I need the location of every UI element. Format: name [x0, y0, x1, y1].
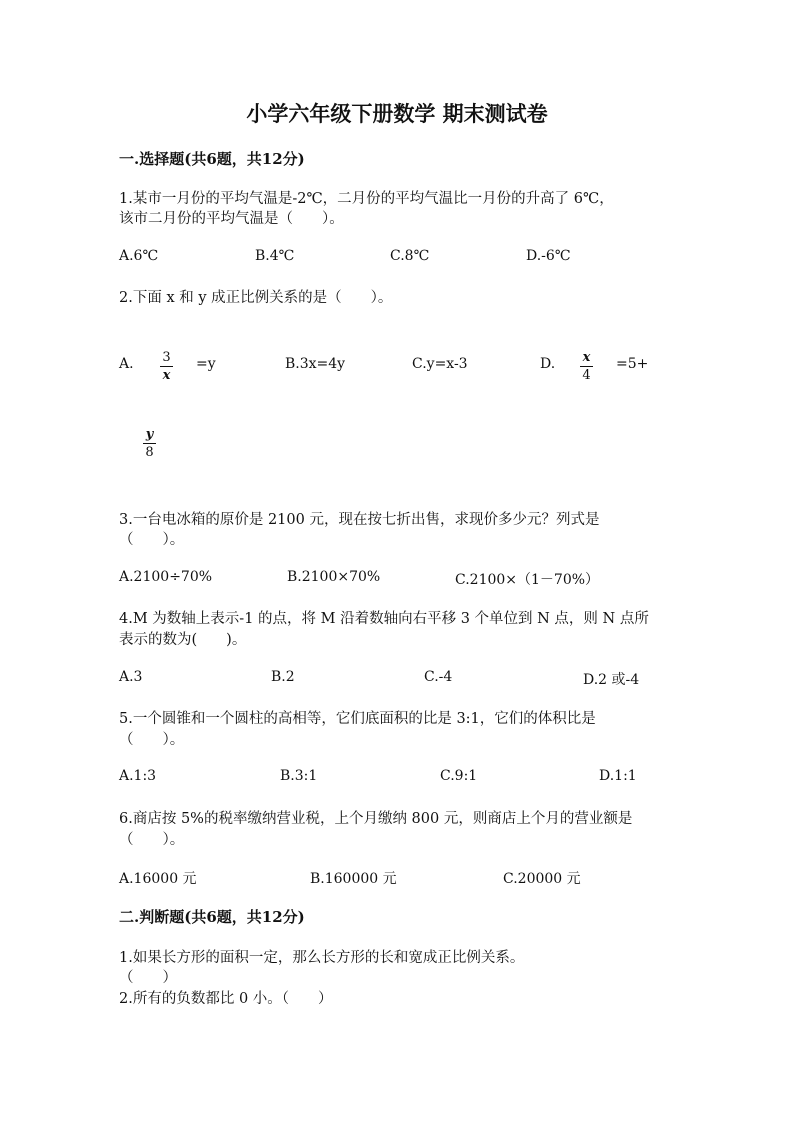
question-1-option-d: D.-6℃	[526, 248, 571, 264]
question-4-option-b: B.2	[271, 669, 295, 685]
fraction-numerator: 3	[162, 350, 171, 365]
fraction-bar	[580, 366, 593, 367]
question-2-option-a-fraction	[160, 350, 173, 383]
question-1-option-b: B.4℃	[255, 248, 295, 264]
question-4-option-c: C.-4	[424, 669, 453, 685]
judgement-1-line-1: 1.如果长方形的面积一定，那么长方形的长和宽成正比例关系。	[119, 950, 525, 966]
question-3-option-b: B.2100×70%	[287, 569, 381, 585]
question-1-line-2: 该市二月份的平均气温是（ ）。	[119, 211, 344, 227]
question-4-option-a: A.3	[119, 669, 143, 685]
question-3-line-1: 3.一台电冰箱的原价是 2100 元，现在按七折出售，求现价多少元？列式是	[119, 512, 600, 528]
question-2-option-c: C.y=x-3	[412, 356, 468, 372]
page-title: 小学六年级下册数学 期末测试卷	[246, 101, 548, 126]
question-4-option-d: D.2 或-4	[583, 672, 640, 688]
question-4-line-1: 4.M 为数轴上表示-1 的点，将 M 沿着数轴向右平移 3 个单位到 N 点，则 N 点所	[119, 611, 649, 627]
fraction-numerator: x	[582, 350, 591, 365]
fraction-denominator: 4	[582, 368, 591, 383]
question-5-option-d: D.1:1	[599, 768, 637, 784]
question-4-line-2: 表示的数为( )。	[119, 632, 247, 648]
question-1-option-c: C.8℃	[390, 248, 430, 264]
question-2-option-d-label: D.	[540, 356, 556, 372]
fraction-bar	[143, 443, 156, 444]
question-6-option-b: B.160000 元	[310, 871, 397, 887]
question-2-option-a-label: A.	[119, 356, 134, 372]
section-heading-judgement: 二.判断题(共6题，共12分)	[119, 908, 305, 926]
question-1-option-a: A.6℃	[119, 248, 159, 264]
question-2-option-a-tail: =y	[196, 356, 216, 372]
question-1-line-1: 1.某市一月份的平均气温是-2℃，二月份的平均气温比一月份的升高了 6℃，	[119, 191, 614, 207]
fraction-denominator: 8	[145, 445, 154, 460]
question-2-option-b: B.3x=4y	[285, 356, 346, 372]
question-2-option-d-fraction	[580, 350, 593, 383]
question-6-option-a: A.16000 元	[119, 871, 197, 887]
question-5-option-b: B.3:1	[280, 768, 318, 784]
question-3-line-2: （ ）。	[119, 532, 185, 548]
question-2-line-1: 2.下面 x 和 y 成正比例关系的是（ ）。	[119, 290, 393, 306]
question-5-line-2: （ ）。	[119, 732, 185, 748]
question-2-option-d-tail: =5+	[616, 356, 649, 372]
question-3-option-c: C.2100×（1－70%）	[455, 572, 600, 588]
question-5-option-a: A.1:3	[119, 768, 157, 784]
fraction-bar	[160, 366, 173, 367]
question-6-line-2: （ ）。	[119, 832, 185, 848]
question-6-line-1: 6.商店按 5%的税率缴纳营业税，上个月缴纳 800 元，则商店上个月的营业额是	[119, 811, 633, 827]
question-5-option-c: C.9:1	[440, 768, 478, 784]
fraction-numerator: y	[145, 427, 154, 442]
question-2-option-d-fraction-continued	[143, 427, 156, 460]
question-6-option-c: C.20000 元	[503, 871, 581, 887]
fraction-denominator: x	[162, 368, 171, 383]
judgement-2-line-1: 2.所有的负数都比 0 小。（ ）	[119, 991, 333, 1007]
judgement-1-line-2: （ ）	[119, 970, 177, 986]
question-5-line-1: 5.一个圆锥和一个圆柱的高相等，它们底面积的比是 3:1，它们的体积比是	[119, 711, 596, 727]
question-3-option-a: A.2100÷70%	[119, 569, 213, 585]
section-heading-choice: 一.选择题(共6题，共12分)	[119, 150, 305, 168]
